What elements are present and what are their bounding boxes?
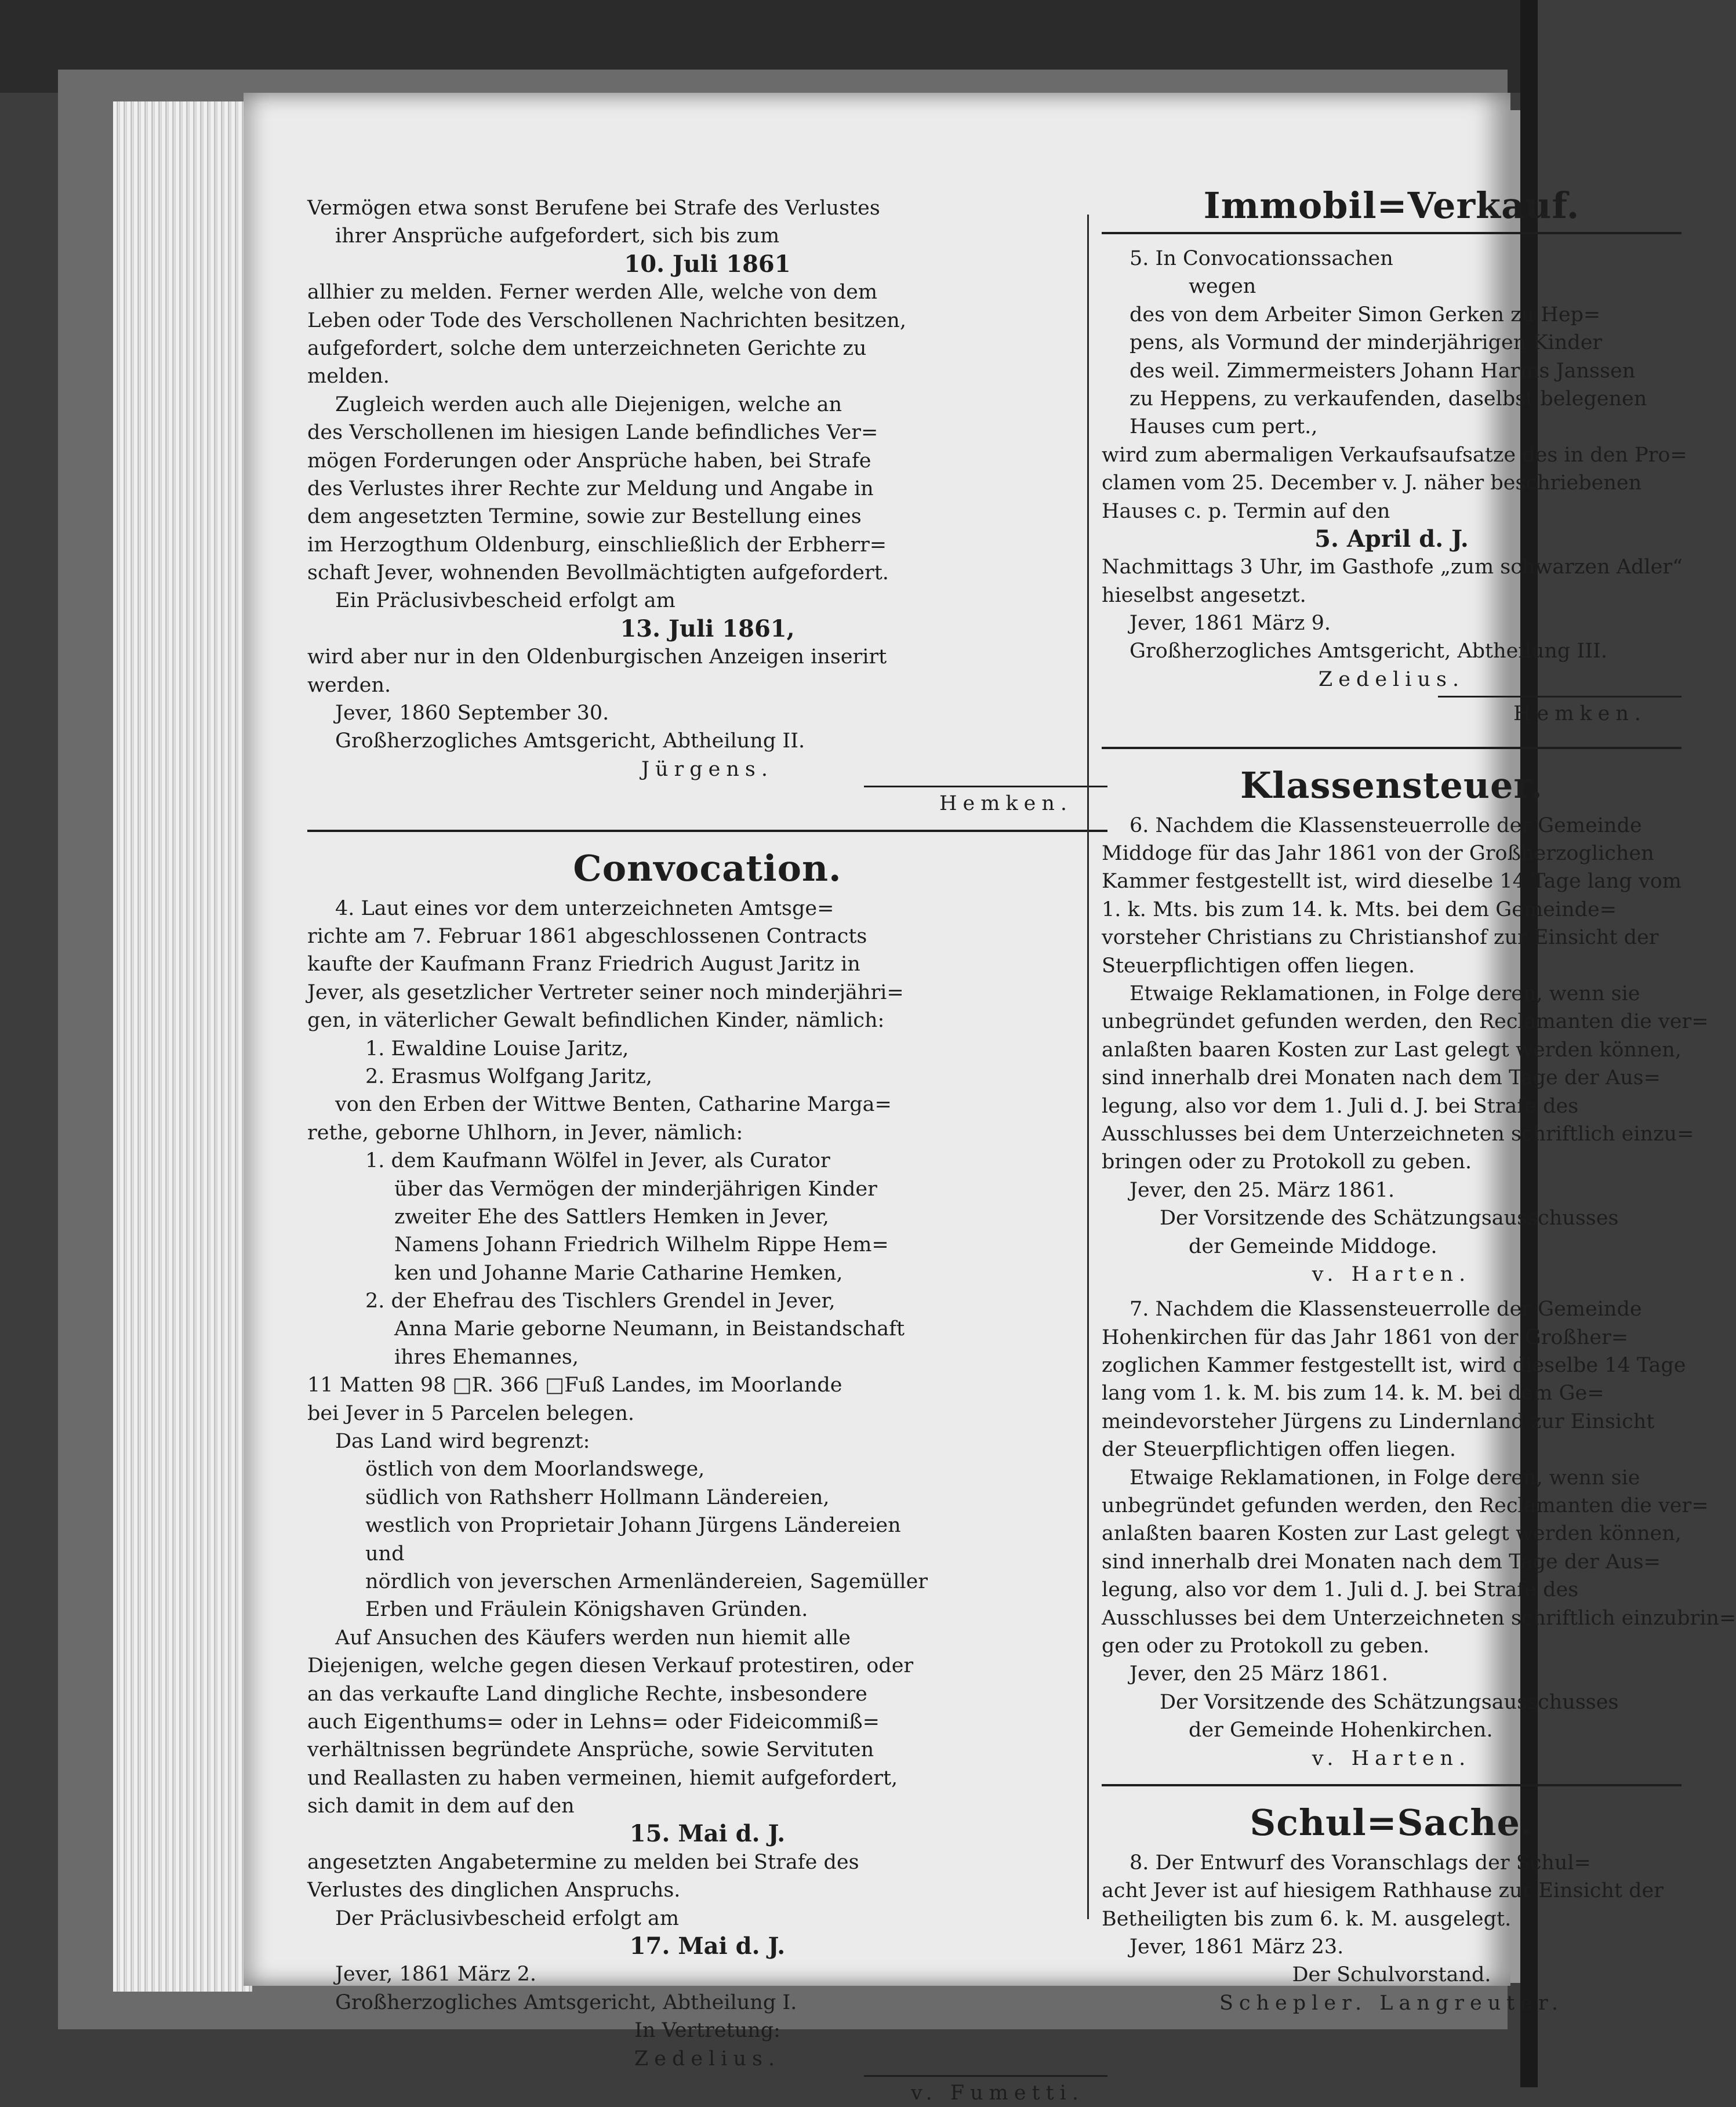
text-line: von den Erben der Wittwe Benten, Catharine Marga= bbox=[335, 1093, 892, 1117]
text-line: Ausschlusses bei dem Unterzeichneten schriftlich einzubrin= bbox=[1102, 1606, 1736, 1630]
place-date: Jever, 1861 März 23. bbox=[1130, 1935, 1344, 1959]
text-line: rethe, geborne Uhlhorn, in Jever, nämlich: bbox=[307, 1121, 743, 1145]
text-line: aufgefordert, solche dem unterzeichneten Gerichte zu bbox=[307, 336, 867, 360]
text-line: Der Vorsitzende des Schätzungsausschusses bbox=[1160, 1207, 1619, 1230]
text-line: schaft Jever, wohnenden Bevollmächtigten aufgefordert. bbox=[307, 561, 889, 585]
text-line: pens, als Vormund der minderjährigen Kinder bbox=[1130, 331, 1603, 355]
text-line: Namens Johann Friedrich Wilhelm Rippe Hem= bbox=[394, 1233, 889, 1257]
text-line: Hauses cum pert., bbox=[1130, 415, 1318, 439]
text-line: Diejenigen, welche gegen diesen Verkauf protestiren, oder bbox=[307, 1654, 914, 1678]
section-divider bbox=[307, 830, 1107, 832]
text-line: werden. bbox=[307, 673, 391, 697]
place-date: Jever, 1861 März 2. bbox=[335, 1963, 536, 1986]
text-line: ihrer Ansprüche aufgefordert, sich bis zum bbox=[335, 224, 780, 248]
text-line: 5. In Convocationssachen bbox=[1130, 247, 1393, 270]
text-line: richte am 7. Februar 1861 abgeschlossenen Contracts bbox=[307, 924, 867, 948]
signature-name: Schepler. Langreuter. bbox=[1219, 1991, 1564, 2015]
text-line: Ein Präclusivbescheid erfolgt am bbox=[335, 589, 675, 613]
section-divider bbox=[1102, 1784, 1681, 1786]
text-line: zoglichen Kammer festgestellt ist, wird dieselbe 14 Tage bbox=[1102, 1354, 1686, 1378]
text-line: Erben und Fräulein Königshaven Gründen. bbox=[365, 1598, 808, 1622]
signature-name: Jürgens. bbox=[641, 757, 774, 781]
text-line: Verlustes des dinglichen Anspruchs. bbox=[307, 1879, 681, 1902]
text-line: des Verlustes ihrer Rechte zur Meldung und Angabe in bbox=[307, 477, 874, 500]
date-line: 10. Juli 1861 bbox=[624, 250, 791, 278]
text-line: sich damit in dem auf den bbox=[307, 1794, 575, 1818]
section-title-immobil: Immobil=Verkauf. bbox=[1203, 184, 1580, 227]
text-line: wird zum abermaligen Verkaufsaufsatze des in den Pro= bbox=[1102, 443, 1687, 467]
signature-name: v. Fumetti. bbox=[910, 2081, 1084, 2105]
text-line: Zugleich werden auch alle Diejenigen, welche an bbox=[335, 393, 842, 416]
text-line: Middoge für das Jahr 1861 von der Großherzoglichen bbox=[1102, 842, 1654, 866]
text-line: Anna Marie geborne Neumann, in Beistandschaft bbox=[394, 1317, 905, 1341]
left-column bbox=[307, 194, 1107, 2107]
place-date: Jever, 1860 September 30. bbox=[335, 702, 609, 725]
section-title-convocation: Convocation. bbox=[573, 847, 842, 889]
text-line: an das verkaufte Land dingliche Rechte, insbesondere bbox=[307, 1682, 867, 1706]
text-line: Hohenkirchen für das Jahr 1861 von der Großher= bbox=[1102, 1325, 1629, 1349]
text-line: 8. Der Entwurf des Voranschlags der Schul= bbox=[1130, 1851, 1591, 1874]
signature-rule bbox=[864, 2075, 1107, 2077]
text-line: acht Jever ist auf hiesigem Rathhause zur Einsicht der bbox=[1102, 1879, 1664, 1903]
text-line: und Reallasten zu haben vermeinen, hiemit aufgefordert, bbox=[307, 1766, 898, 1790]
text-line: 4. Laut eines vor dem unterzeichneten Amtsge= bbox=[335, 896, 834, 920]
text-line: unbegründet gefunden werden, den Reclamanten die ver= bbox=[1102, 1010, 1709, 1034]
text-line: Ausschlusses bei dem Unterzeichneten schriftlich einzu= bbox=[1102, 1122, 1694, 1146]
text-line: wegen bbox=[1189, 275, 1256, 299]
text-line: kaufte der Kaufmann Franz Friedrich August Jaritz in bbox=[307, 953, 860, 976]
list-item: 1. Ewaldine Louise Jaritz, bbox=[365, 1037, 629, 1060]
text-line: des weil. Zimmermeisters Johann Harms Janssen bbox=[1130, 359, 1636, 383]
text-line: und bbox=[365, 1542, 405, 1565]
text-line: Das Land wird begrenzt: bbox=[335, 1430, 590, 1454]
text-line: der Gemeinde Hohenkirchen. bbox=[1189, 1719, 1493, 1742]
text-line: zweiter Ehe des Sattlers Hemken in Jever, bbox=[394, 1205, 829, 1229]
text-line: Steuerpflichtigen offen liegen. bbox=[1102, 954, 1415, 978]
section-title-schul-sache: Schul=Sache. bbox=[1250, 1801, 1534, 1844]
text-line: gen oder zu Protokoll zu geben. bbox=[1102, 1634, 1430, 1658]
text-line: 7. Nachdem die Klassensteuerrolle der Gemeinde bbox=[1130, 1298, 1642, 1321]
date-line: 17. Mai d. J. bbox=[629, 1932, 786, 1960]
text-line: wird aber nur in den Oldenburgischen Anzeigen inserirt bbox=[307, 645, 887, 669]
text-line: unbegründet gefunden werden, den Reclamanten die ver= bbox=[1102, 1494, 1709, 1518]
text-line: ken und Johanne Marie Catharine Hemken, bbox=[394, 1261, 843, 1285]
list-item: 2. Erasmus Wolfgang Jaritz, bbox=[365, 1065, 653, 1088]
text-line: zu Heppens, zu verkaufenden, daselbst belegenen bbox=[1130, 387, 1647, 410]
text-line: Vermögen etwa sonst Berufene bei Strafe des Verlustes bbox=[307, 197, 880, 220]
text-line: der Gemeinde Middoge. bbox=[1189, 1234, 1437, 1258]
text-line: dem angesetzten Termine, sowie zur Bestellung eines bbox=[307, 505, 862, 529]
text-line: Etwaige Reklamationen, in Folge deren, wenn sie bbox=[1130, 982, 1640, 1005]
right-column bbox=[1102, 180, 1736, 2017]
section-divider bbox=[1102, 747, 1681, 749]
date-line: 5. April d. J. bbox=[1314, 525, 1469, 553]
text-line: ihres Ehemannes, bbox=[394, 1345, 579, 1369]
signature-name: Hemken. bbox=[939, 792, 1073, 816]
text-line: anlaßten baaren Kosten zur Last gelegt werden können, bbox=[1102, 1522, 1681, 1546]
text-line: melden. bbox=[307, 365, 390, 388]
text-line: 11 Matten 98 □R. 366 □Fuß Landes, im Moorlande bbox=[307, 1374, 842, 1397]
date-line: 15. Mai d. J. bbox=[629, 1820, 786, 1848]
signature-name: v. Harten. bbox=[1312, 1746, 1472, 1770]
column-divider bbox=[1087, 215, 1089, 1919]
place-date: Jever, den 25. März 1861. bbox=[1130, 1178, 1395, 1202]
text-line: clamen vom 25. December v. J. näher beschriebenen bbox=[1102, 471, 1642, 495]
list-item: östlich von dem Moorlandswege, bbox=[365, 1458, 705, 1481]
court-signature: Großherzogliches Amtsgericht, Abtheilung I. bbox=[335, 1990, 797, 2014]
signature-rule bbox=[864, 786, 1107, 787]
text-line: lang vom 1. k. M. bis zum 14. k. M. bei dem Ge= bbox=[1102, 1382, 1604, 1405]
list-item: nördlich von jeverschen Armenländereien, Sagemüller bbox=[365, 1570, 928, 1593]
text-line: gen, in väterlicher Gewalt befindlichen Kinder, nämlich: bbox=[307, 1009, 885, 1033]
text-line: legung, also vor dem 1. Juli d. J. bei Strafe des bbox=[1102, 1094, 1579, 1118]
text-line: Leben oder Tode des Verschollenen Nachrichten besitzen, bbox=[307, 308, 906, 332]
text-line: angesetzten Angabetermine zu melden bei Strafe des bbox=[307, 1850, 859, 1874]
text-line: verhältnissen begründete Ansprüche, sowie Servituten bbox=[307, 1738, 874, 1762]
list-item: 2. der Ehefrau des Tischlers Grendel in Jever, bbox=[365, 1289, 836, 1313]
text-line: allhier zu melden. Ferner werden Alle, welche von dem bbox=[307, 281, 878, 304]
text-line: mögen Forderungen oder Ansprüche haben, bei Strafe bbox=[307, 449, 871, 473]
text-line: Nachmittags 3 Uhr, im Gasthofe „zum schwarzen Adler“ bbox=[1102, 555, 1683, 579]
text-line: Der Präclusivbescheid erfolgt am bbox=[335, 1906, 680, 1930]
text-line: Der Vorsitzende des Schätzungsausschusses bbox=[1160, 1690, 1619, 1714]
text-line: Hauses c. p. Termin auf den bbox=[1102, 499, 1390, 523]
text-line: Kammer festgestellt ist, wird dieselbe 14 Tage lang vom bbox=[1102, 870, 1681, 893]
text-line: Der Schulvorstand. bbox=[1292, 1963, 1491, 1987]
section-title-klassensteuer: Klassensteuer. bbox=[1240, 764, 1543, 807]
text-line: sind innerhalb drei Monaten nach dem Tage der Aus= bbox=[1102, 1066, 1661, 1090]
text-line: bei Jever in 5 Parcelen belegen. bbox=[307, 1401, 635, 1425]
signature-name: Zedelius. bbox=[634, 2047, 781, 2070]
section-divider bbox=[1102, 232, 1681, 234]
text-line: In Vertretung: bbox=[634, 2019, 780, 2043]
text-line: sind innerhalb drei Monaten nach dem Tage der Aus= bbox=[1102, 1550, 1661, 1574]
text-line: auch Eigenthums= oder in Lehns= oder Fideicommiß= bbox=[307, 1710, 880, 1734]
signature-rule bbox=[1438, 696, 1681, 698]
text-line: legung, also vor dem 1. Juli d. J. bei Strafe des bbox=[1102, 1578, 1579, 1602]
text-line: meindevorsteher Jürgens zu Lindernland zur Einsicht bbox=[1102, 1409, 1655, 1433]
court-signature: Großherzogliches Amtsgericht, Abtheilung II. bbox=[335, 729, 805, 753]
text-line: im Herzogthum Oldenburg, einschließlich der Erbherr= bbox=[307, 533, 887, 557]
list-item: 1. dem Kaufmann Wölfel in Jever, als Curator bbox=[365, 1149, 830, 1173]
list-item: südlich von Rathsherr Hollmann Ländereien, bbox=[365, 1485, 830, 1509]
text-line: Betheiligten bis zum 6. k. M. ausgelegt. bbox=[1102, 1907, 1512, 1931]
text-line: 6. Nachdem die Klassensteuerrolle der Gemeinde bbox=[1130, 813, 1642, 837]
list-item: westlich von Proprietair Johann Jürgens Ländereien bbox=[365, 1514, 901, 1538]
signature-name: v. Harten. bbox=[1312, 1262, 1472, 1286]
text-line: des Verschollenen im hiesigen Lande befindliches Ver= bbox=[307, 421, 878, 445]
text-line: Jever, als gesetzlicher Vertreter seiner noch minderjähri= bbox=[307, 980, 904, 1004]
signature-name: Hemken. bbox=[1513, 702, 1647, 726]
place-date: Jever, 1861 März 9. bbox=[1130, 612, 1331, 635]
text-line: anlaßten baaren Kosten zur Last gelegt werden können, bbox=[1102, 1038, 1681, 1062]
signature-name: Zedelius. bbox=[1318, 667, 1465, 691]
text-line: Etwaige Reklamationen, in Folge deren, wenn sie bbox=[1130, 1466, 1640, 1490]
text-line: des von dem Arbeiter Simon Gerken zu Hep= bbox=[1130, 303, 1601, 326]
page-stack-edges bbox=[113, 101, 252, 1992]
place-date: Jever, den 25 März 1861. bbox=[1130, 1662, 1389, 1686]
text-line: 1. k. Mts. bis zum 14. k. Mts. bei dem Gemeinde= bbox=[1102, 898, 1617, 921]
newspaper-page bbox=[244, 93, 1736, 2105]
text-line: vorsteher Christians zu Christianshof zur Einsicht der bbox=[1102, 926, 1659, 950]
date-line: 13. Juli 1861, bbox=[620, 615, 795, 642]
text-line: Auf Ansuchen des Käufers werden nun hiemit alle bbox=[335, 1626, 851, 1650]
text-line: über das Vermögen der minderjährigen Kinder bbox=[394, 1177, 877, 1201]
text-line: bringen oder zu Protokoll zu geben. bbox=[1102, 1150, 1472, 1174]
text-line: hieselbst angesetzt. bbox=[1102, 583, 1306, 607]
court-signature: Großherzogliches Amtsgericht, Abtheilung III. bbox=[1130, 640, 1607, 663]
text-line: der Steuerpflichtigen offen liegen. bbox=[1102, 1438, 1457, 1462]
